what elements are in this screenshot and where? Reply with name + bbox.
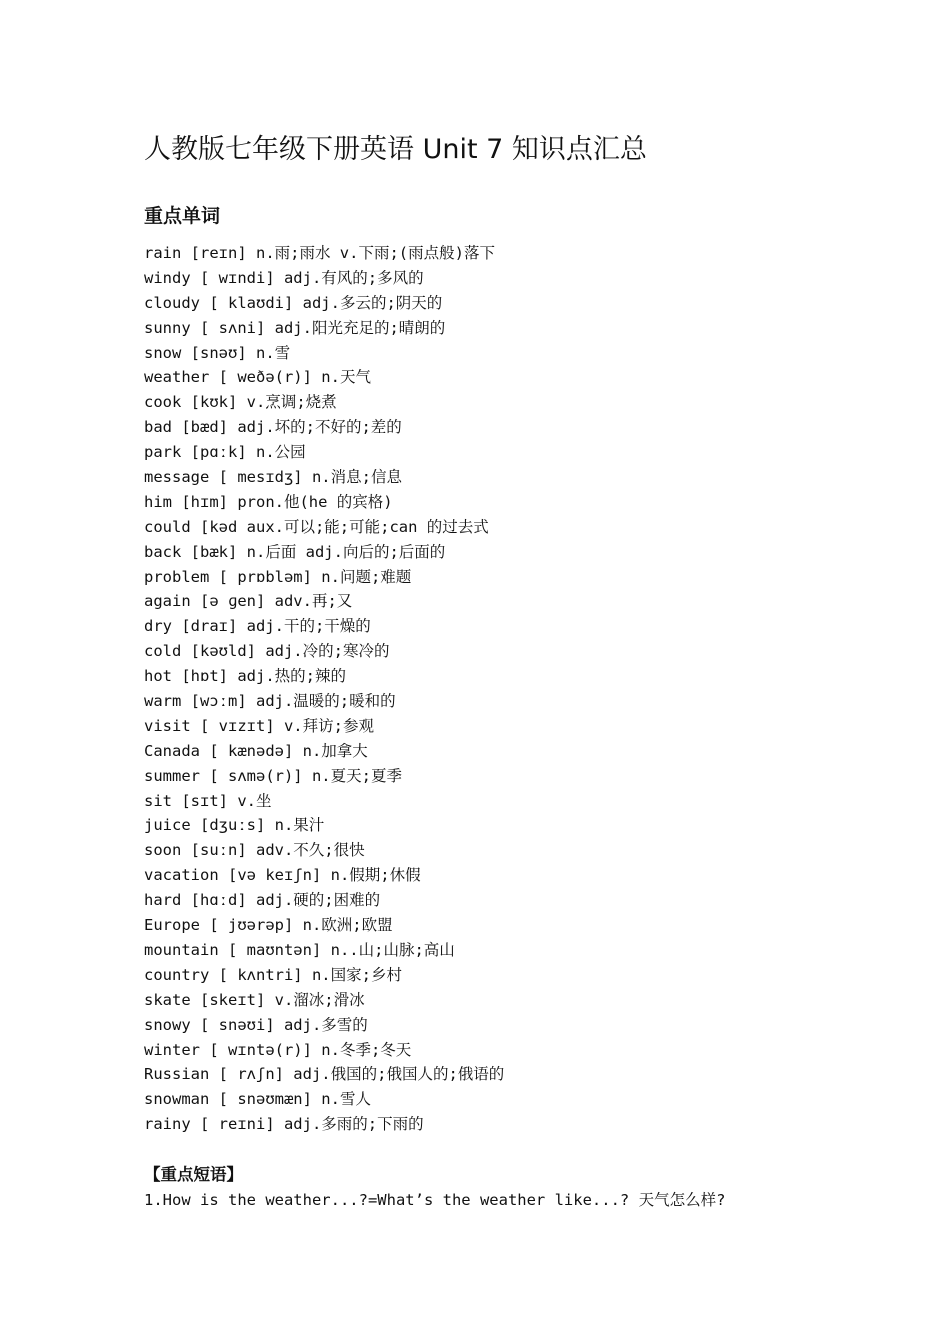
phrases-heading: 【重点短语】 xyxy=(144,1165,243,1184)
vocab-entry: Canada [ kænədə] n.加拿大 xyxy=(144,741,368,760)
vocab-entry: snowy [ snəʊi] adj.多雪的 xyxy=(144,1015,368,1034)
vocab-entry: again [ə ɡen] adv.再;又 xyxy=(144,592,353,611)
vocab-entry: cloudy [ klaʊdi] adj.多云的;阴天的 xyxy=(144,293,443,312)
vocab-entry: problem [ prɒbləm] n.问题;难题 xyxy=(144,567,412,586)
vocab-entry: hard [hɑːd] adj.硬的;困难的 xyxy=(144,891,381,910)
vocab-entry: juice [dʒuːs] n.果汁 xyxy=(144,816,325,835)
vocab-entry: country [ kʌntri] n.国家;乡村 xyxy=(144,965,402,984)
vocab-entry: hot [hɒt] adj.热的;辣的 xyxy=(144,667,346,686)
vocab-entry: could [kəd aux.可以;能;可能;can 的过去式 xyxy=(144,517,489,536)
vocab-entry: cold [kəʊld] adj.冷的;寒冷的 xyxy=(144,642,390,661)
vocabulary-list xyxy=(144,241,504,1137)
vocab-entry: Europe [ jʊərəp] n.欧洲;欧盟 xyxy=(144,916,393,935)
vocab-entry: back [bæk] n.后面 adj.向后的;后面的 xyxy=(144,542,446,561)
vocab-entry: park [pɑːk] n.公园 xyxy=(144,443,306,462)
vocab-entry: dry [draɪ] adj.干的;干燥的 xyxy=(144,617,371,636)
vocab-entry: bad [bæd] adj.坏的;不好的;差的 xyxy=(144,418,402,437)
vocab-entry: soon [suːn] adv.不久;很快 xyxy=(144,841,365,860)
phrase-item: 1.How is the weather...?=What’s the weather like...? 天气怎么样? xyxy=(144,1191,726,1209)
vocab-entry: mountain [ maʊntən] n..山;山脉;高山 xyxy=(144,940,455,959)
vocab-entry: windy [ wɪndi] adj.有风的;多风的 xyxy=(144,268,424,287)
vocab-entry: weather [ weðə(r)] n.天气 xyxy=(144,368,371,387)
vocab-entry: Russian [ rʌʃn] adj.俄国的;俄国人的;俄语的 xyxy=(144,1065,505,1084)
vocab-entry: snow [snəʊ] n.雪 xyxy=(144,343,291,362)
vocab-entry: rain [reɪn] n.雨;雨水 v.下雨;(雨点般)落下 xyxy=(144,244,495,262)
vocab-entry: message [ mesɪdʒ] n.消息;信息 xyxy=(144,468,402,487)
vocab-entry: visit [ vɪzɪt] v.拜访;参观 xyxy=(144,716,374,735)
vocab-entry: sunny [ sʌni] adj.阳光充足的;晴朗的 xyxy=(144,318,446,337)
vocab-entry: winter [ wɪntə(r)] n.冬季;冬天 xyxy=(144,1040,412,1059)
vocab-entry: him [hɪm] pron.他(he 的宾格) xyxy=(144,492,393,511)
vocab-entry: vacation [və keɪʃn] n.假期;休假 xyxy=(144,866,421,885)
vocab-entry: skate [skeɪt] v.溜冰;滑冰 xyxy=(144,990,365,1009)
document-title: 人教版七年级下册英语 Unit 7 知识点汇总 xyxy=(144,134,647,165)
vocabulary-heading: 重点单词 xyxy=(144,205,221,227)
vocab-entry: summer [ sʌmə(r)] n.夏天;夏季 xyxy=(144,766,402,785)
vocab-entry: cook [kʊk] v.烹调;烧煮 xyxy=(144,393,337,412)
vocab-entry: rainy [ reɪni] adj.多雨的;下雨的 xyxy=(144,1115,424,1134)
vocab-entry: warm [wɔːm] adj.温暖的;暖和的 xyxy=(144,692,396,711)
vocab-entry: sit [sɪt] v.坐 xyxy=(144,791,272,810)
vocab-entry: snowman [ snəʊmæn] n.雪人 xyxy=(144,1090,371,1109)
